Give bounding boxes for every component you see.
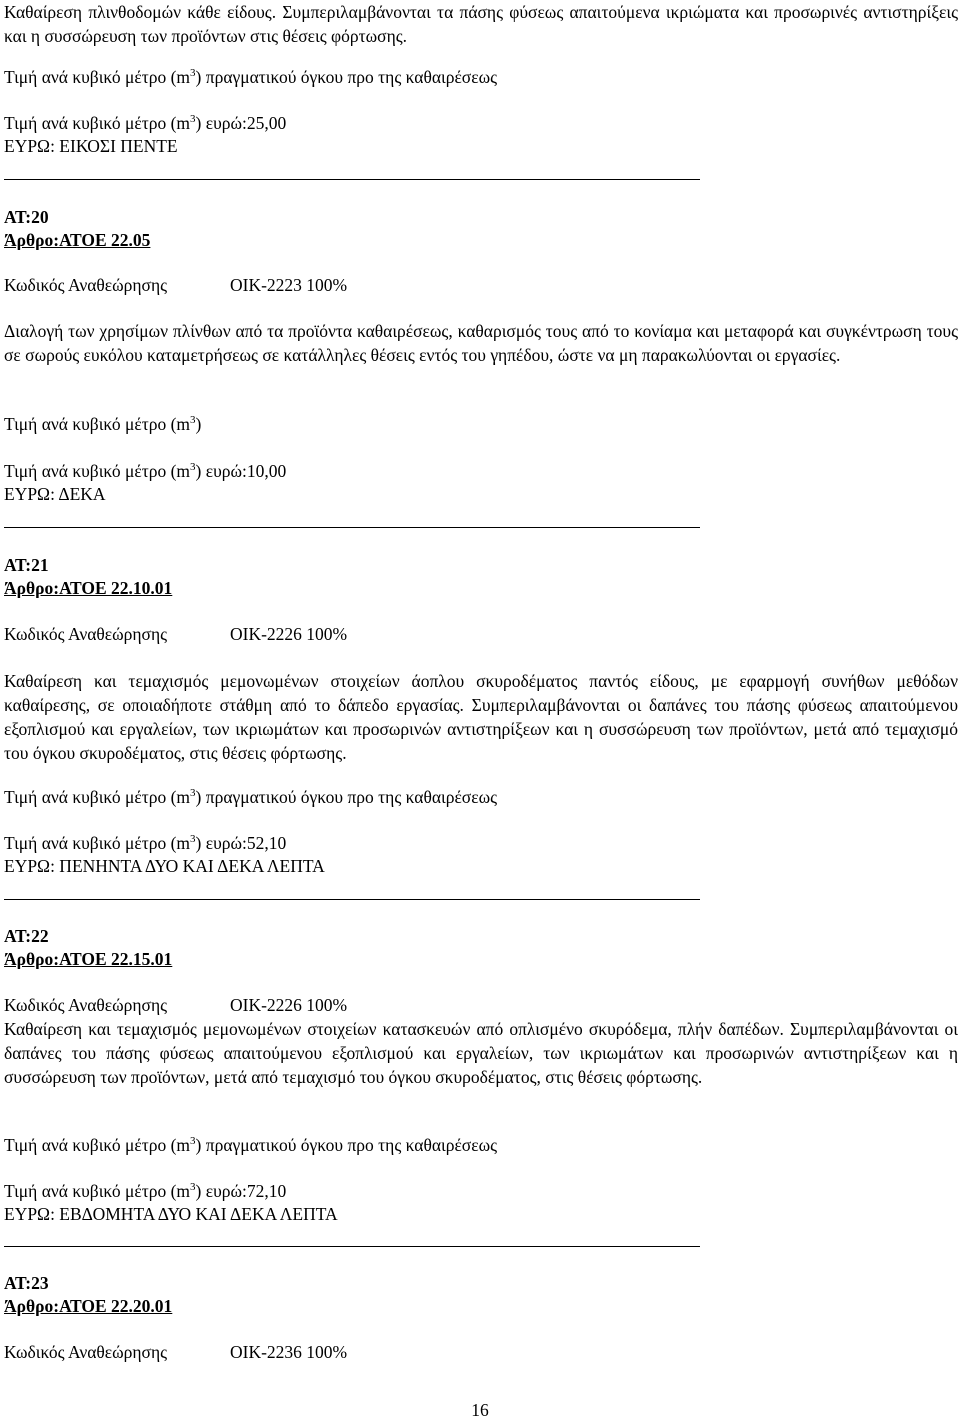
intro-description: Καθαίρεση πλινθοδομών κάθε είδους. Συμπεριλαμβάνονται τα πάσης φύσεως απαιτούμενα ικριώματα και προσωρινές αντιστηρίξεις και η συσσώρευση των προϊόντων στις θέσεις φόρτωσης. bbox=[4, 2, 958, 46]
item-21-code-label: Κωδικός Αναθεώρησης bbox=[4, 624, 168, 644]
item-20-at: ΑΤ:20 bbox=[4, 207, 49, 227]
item-21-article: Άρθρο:ΑΤΟΕ 22.10.01 bbox=[4, 578, 173, 598]
page-number: 16 bbox=[471, 1400, 489, 1420]
item-21-unit-pre: Τιμή ανά κυβικό μέτρο (m bbox=[4, 787, 191, 807]
item-21-unit-line bbox=[4, 786, 497, 808]
item-22-article: Άρθρο:ΑΤΟΕ 22.15.01 bbox=[4, 949, 173, 969]
item-23-code-line bbox=[4, 1341, 347, 1363]
item-21-unit-post: ) πραγματικού όγκου προ της καθαιρέσεως bbox=[195, 787, 498, 807]
item-20-price-post: ) ευρώ:10,00 bbox=[195, 461, 287, 481]
item-22-code-label: Κωδικός Αναθεώρησης bbox=[4, 995, 168, 1015]
section-divider bbox=[4, 179, 700, 180]
item-20-unit-sup: 3 bbox=[190, 414, 196, 427]
item-21-price-pre: Τιμή ανά κυβικό μέτρο (m bbox=[4, 833, 191, 853]
intro-unit-post: ) πραγματικού όγκου προ της καθαιρέσεως bbox=[195, 67, 498, 87]
intro-price-post: ) ευρώ:25,00 bbox=[195, 113, 287, 133]
item-20-price-line bbox=[4, 460, 286, 482]
item-22-unit-pre: Τιμή ανά κυβικό μέτρο (m bbox=[4, 1135, 191, 1155]
item-23-article: Άρθρο:ΑΤΟΕ 22.20.01 bbox=[4, 1296, 173, 1316]
intro-unit-sup: 3 bbox=[190, 67, 196, 80]
item-22-unit-sup: 3 bbox=[190, 1135, 196, 1148]
item-22-price-pre: Τιμή ανά κυβικό μέτρο (m bbox=[4, 1181, 191, 1201]
item-20-description: Διαλογή των χρησίμων πλίνθων από τα προϊόντα καθαιρέσεως, καθαρισμός τους από το κονίαμα και μεταφορά και συγκέντρωση τους σε σωρούς ευκόλου καταμετρήσεως σε κατάλληλες θέσεις εντός του γηπέδου, ώστε να μη παρακωλύονται οι εργασίες. bbox=[4, 321, 958, 365]
item-22-at: ΑΤ:22 bbox=[4, 926, 49, 946]
intro-price-words: ΕΥΡΩ: ΕΙΚΟΣΙ ΠΕΝΤΕ bbox=[4, 136, 178, 156]
item-23-code: ΟΙΚ-2236 100% bbox=[230, 1342, 348, 1362]
section-divider bbox=[4, 899, 700, 900]
item-20-article: Άρθρο:ΑΤΟΕ 22.05 bbox=[4, 230, 151, 250]
item-20-price-sup: 3 bbox=[190, 461, 196, 474]
intro-unit-line bbox=[4, 66, 497, 88]
section-divider bbox=[4, 1246, 700, 1247]
item-20-code-label: Κωδικός Αναθεώρησης bbox=[4, 275, 168, 295]
item-20-price-words: ΕΥΡΩ: ΔΕΚΑ bbox=[4, 484, 106, 504]
item-20-code-line bbox=[4, 274, 347, 296]
item-22-price-line bbox=[4, 1180, 286, 1202]
intro-price-sup: 3 bbox=[190, 113, 196, 126]
item-22-unit-line bbox=[4, 1134, 497, 1156]
item-22-price-sup: 3 bbox=[190, 1181, 196, 1194]
item-22-code-line bbox=[4, 994, 347, 1016]
item-22-code: ΟΙΚ-2226 100% bbox=[230, 995, 348, 1015]
item-21-price-sup: 3 bbox=[190, 833, 196, 846]
item-20-unit-post: ) bbox=[195, 414, 202, 434]
item-20-price-pre: Τιμή ανά κυβικό μέτρο (m bbox=[4, 461, 191, 481]
item-20-unit-pre: Τιμή ανά κυβικό μέτρο (m bbox=[4, 414, 191, 434]
item-23-code-label: Κωδικός Αναθεώρησης bbox=[4, 1342, 168, 1362]
intro-price-line bbox=[4, 112, 286, 134]
item-21-description: Καθαίρεση και τεμαχισμός μεμονωμένων στοιχείων άοπλου σκυροδέματος παντός είδους, με εφαρμογή συνήθων μεθόδων καθαίρεσης, σε οποιαδήποτε στάθμη από το δάπεδο εργασίας. Συμπεριλαμβάνονται οι δαπάνες του πάσης φύσεως απαιτούμενου εξοπλισμού και εργαλείων, των ικριωμάτων και προσωρινών αντιστηρίξεων και η συσσώρευση των προϊόντων, μετά από τεμαχισμό του όγκου σκυροδέματος, στις θέσεις φόρτωσης. bbox=[4, 671, 958, 763]
item-22-unit-post: ) πραγματικού όγκου προ της καθαιρέσεως bbox=[195, 1135, 498, 1155]
item-21-price-post: ) ευρώ:52,10 bbox=[195, 833, 287, 853]
item-21-price-words: ΕΥΡΩ: ΠΕΝΗΝΤΑ ΔΥΟ ΚΑΙ ΔΕΚΑ ΛΕΠΤΑ bbox=[4, 856, 325, 876]
item-20-unit-line bbox=[4, 413, 201, 435]
item-21-code: ΟΙΚ-2226 100% bbox=[230, 624, 348, 644]
item-22-price-post: ) ευρώ:72,10 bbox=[195, 1181, 287, 1201]
item-20-code: ΟΙΚ-2223 100% bbox=[230, 275, 348, 295]
section-divider bbox=[4, 527, 700, 528]
item-22-description: Καθαίρεση και τεμαχισμός μεμονωμένων στοιχείων κατασκευών από οπλισμένο σκυρόδεμα, πλήν δαπέδων. Συμπεριλαμβάνονται οι δαπάνες του πάσης φύσεως απαιτούμενου εξοπλισμού και εργαλείων, των ικριωμάτων και προσωρινών αντιστηρίξεων και η συσσώρευση των προϊόντων, μετά από τεμαχισμό του όγκου σκυροδέματος, στις θέσεις φόρτωσης. bbox=[4, 1019, 958, 1087]
item-23-at: ΑΤ:23 bbox=[4, 1273, 49, 1293]
item-21-code-line bbox=[4, 623, 347, 645]
item-21-at: ΑΤ:21 bbox=[4, 555, 49, 575]
item-22-price-words: ΕΥΡΩ: ΕΒΔΟΜΗΤΑ ΔΥΟ ΚΑΙ ΔΕΚΑ ΛΕΠΤΑ bbox=[4, 1204, 338, 1224]
intro-price-pre: Τιμή ανά κυβικό μέτρο (m bbox=[4, 113, 191, 133]
item-21-unit-sup: 3 bbox=[190, 787, 196, 800]
intro-unit-pre: Τιμή ανά κυβικό μέτρο (m bbox=[4, 67, 191, 87]
item-21-price-line bbox=[4, 832, 286, 854]
